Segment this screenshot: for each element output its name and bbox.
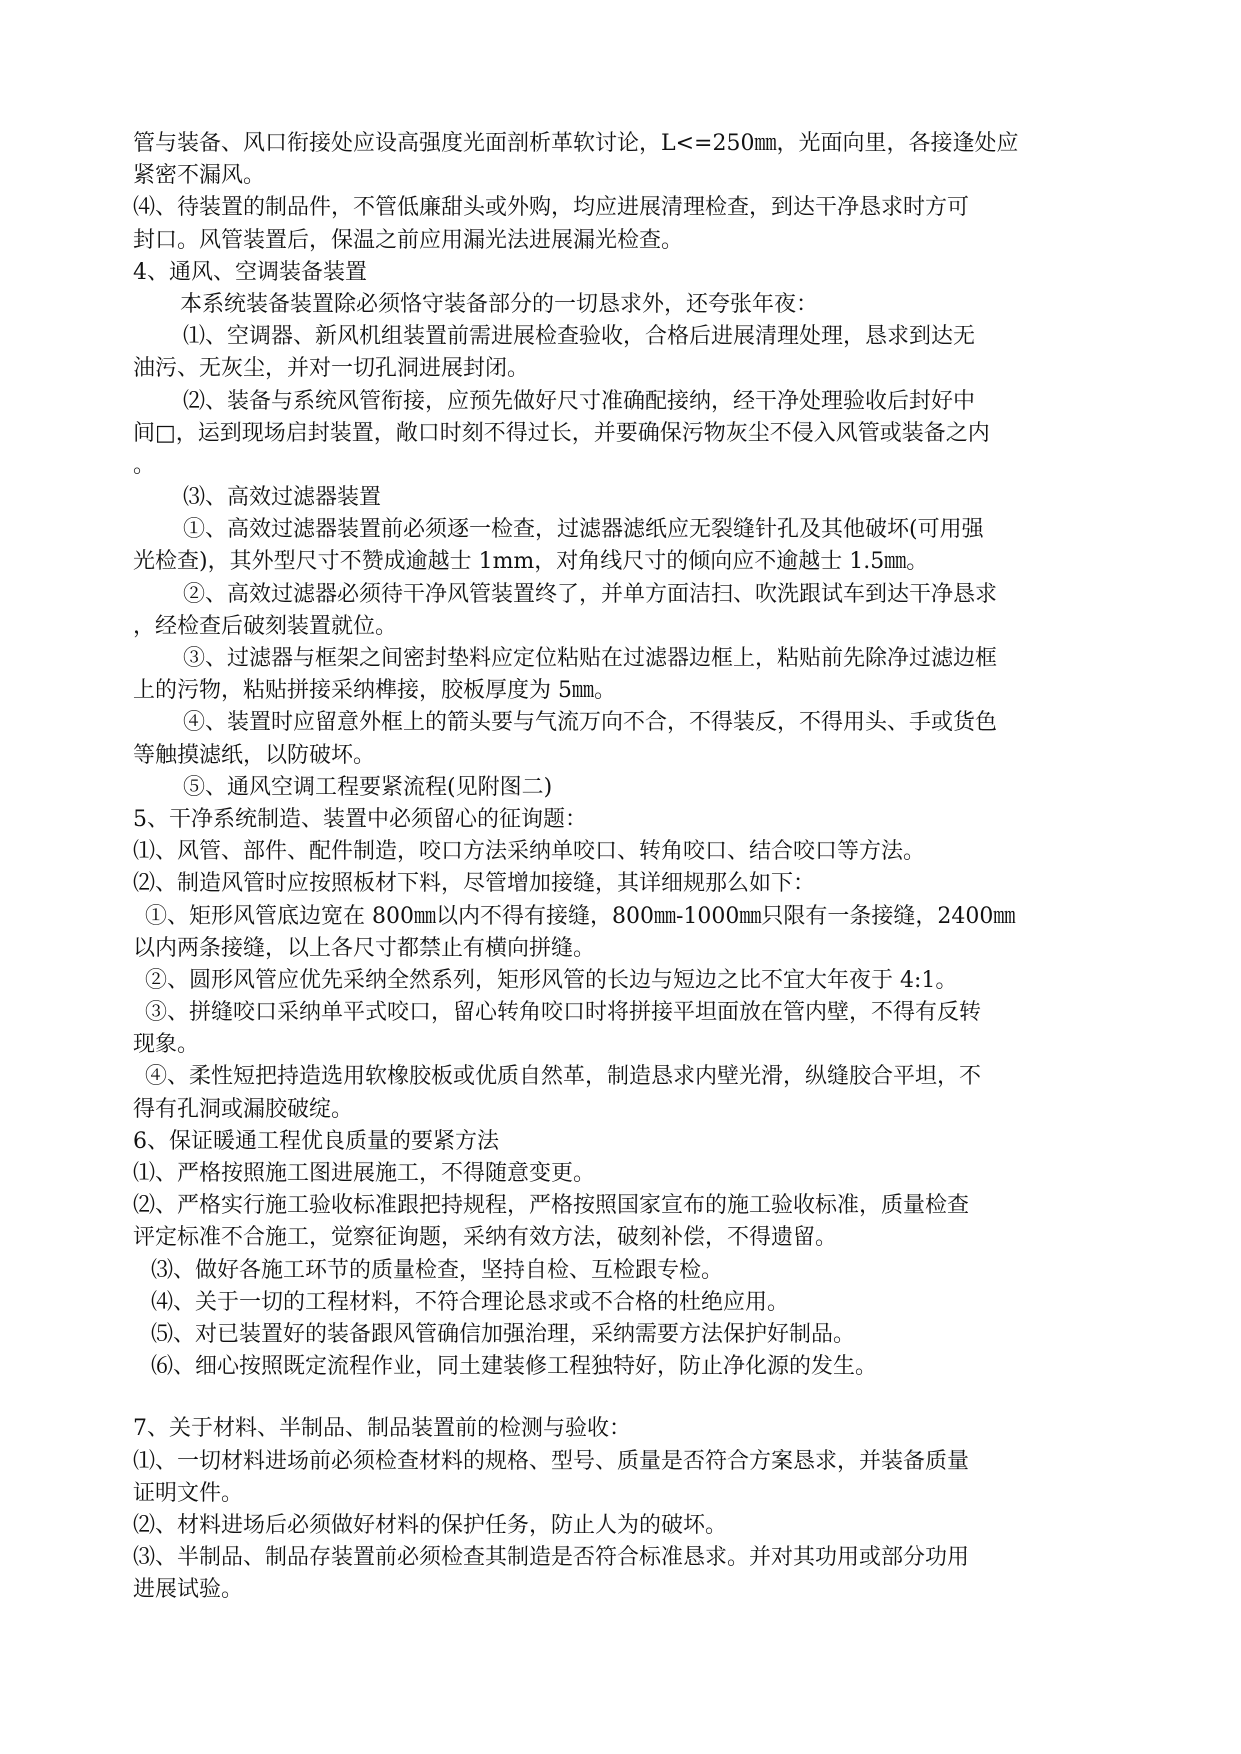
text-line: ⑹、细心按照既定流程作业，同土建装修工程独特好，防止净化源的发生。 [151, 1354, 878, 1380]
text-line: 5、干净系统制造、装置中必须留心的征询题： [133, 806, 587, 832]
text-line: 证明文件。 [133, 1480, 244, 1506]
text-line: ⑤、通风空调工程要紧流程(见附图二) [183, 774, 553, 800]
text-line: ，经检查后破刻装置就位。 [133, 613, 398, 639]
text-line: 。 [133, 452, 156, 478]
text-line: 评定标准不合施工，觉察征询题，采纳有效方法，破刻补偿，不得遗留。 [133, 1225, 838, 1251]
text-line: ⑵、严格实行施工验收标准跟把持规程，严格按照国家宣布的施工验收标准，质量检查 [133, 1193, 970, 1219]
text-line: 紧密不漏风。 [133, 163, 266, 189]
text-line: ⑴、严格按照施工图进展施工，不得随意变更。 [133, 1161, 596, 1186]
document-body [133, 128, 1108, 1606]
text-line: ①、高效过滤器装置前必须逐一检查，过滤器滤纸应无裂缝针孔及其他破坏(可用强 [183, 517, 984, 543]
text-line: ①、矩形风管底边宽在 800㎜以内不得有接缝，800㎜-1000㎜只限有一条接缝，2400㎜ [145, 903, 1016, 929]
text-line: 4、通风、空调装备装置 [133, 259, 367, 285]
text-line: ⑴、空调器、新风机组装置前需进展检查验收，合格后进展清理处理，恳求到达无 [183, 324, 976, 350]
text-line: ⑶、高效过滤器装置 [183, 485, 382, 511]
text-line: 得有孔洞或漏胶破绽。 [133, 1096, 354, 1122]
text-line: ⑷、待装置的制品件，不管低廉甜头或外购，均应进展清理检查，到达干净恳求时方可 [133, 195, 970, 221]
text-line: 上的污物，粘贴拼接采纳榫接，胶板厚度为 5㎜。 [133, 678, 616, 704]
text-line: ⑴、一切材料进场前必须检查材料的规格、型号、质量是否符合方案恳求，并装备质量 [133, 1448, 970, 1474]
text-line: ②、圆形风管应优先采纳全然系列，矩形风管的长边与短边之比不宜大年夜于 4:1。 [145, 967, 958, 993]
text-line: 光检查)，其外型尺寸不赞成逾越士 1mm，对角线尺寸的倾向应不逾越士 1.5㎜。 [133, 549, 929, 575]
text-line: ⑴、风管、部件、配件制造，咬口方法采纳单咬口、转角咬口、结合咬口等方法。 [133, 839, 926, 865]
text-line: 7、关于材料、半制品、制品装置前的检测与验收： [133, 1416, 631, 1442]
text-line: 等触摸滤纸，以防破坏。 [133, 742, 376, 768]
text-line: ⑵、制造风管时应按照板材下料，尽管增加接缝，其详细规那么如下： [133, 871, 816, 897]
text-line: ④、柔性短把持造选用软橡胶板或优质自然革，制造恳求内壁光滑，纵缝胶合平坦，不 [145, 1064, 982, 1090]
text-line: ⑵、材料进场后必须做好材料的保护任务，防止人为的破坏。 [133, 1512, 728, 1538]
text-line: 进展试验。 [133, 1577, 244, 1603]
text-line: ⑶、做好各施工环节的质量检查，坚持自检、互检跟专检。 [151, 1257, 724, 1283]
blank-line [133, 1383, 1108, 1413]
text-line: ⑷、关于一切的工程材料，不符合理论恳求或不合格的杜绝应用。 [151, 1289, 790, 1315]
text-line: ④、装置时应留意外框上的箭头要与气流万向不合，不得装反，不得用头、手或货色 [183, 710, 998, 736]
text-line: 6、保证暖通工程优良质量的要紧方法 [133, 1128, 499, 1154]
text-line: 封口。风管装置后，保温之前应用漏光法进展漏光检查。 [133, 227, 684, 253]
text-line: ③、拼缝咬口采纳单平式咬口，留心转角咬口时将拼接平坦面放在管内壁，不得有反转 [145, 1000, 982, 1026]
text-line: ⑵、装备与系统风管衔接，应预先做好尺寸准确配接纳，经干净处理验收后封好中 [183, 388, 976, 414]
text-line: 管与装备、风口衔接处应设高强度光面剖析革软讨论，L<=250㎜，光面向里，各接逢处应 [133, 131, 1019, 156]
text-line: 油污、无灰尘，并对一切孔洞进展封闭。 [133, 356, 530, 382]
text-line: 本系统装备装置除必须恪守装备部分的一切恳求外，还夸张年夜： [180, 291, 819, 317]
text-line: 以内两条接缝，以上各尺寸都禁止有横向拼缝。 [133, 935, 596, 961]
text-line: ③、过滤器与框架之间密封垫料应定位粘贴在过滤器边框上，粘贴前先除净过滤边框 [183, 646, 998, 671]
text-line: ⑶、半制品、制品存装置前必须检查其制造是否符合标准恳求。并对其功用或部分功用 [133, 1545, 970, 1571]
text-line: ⑸、对已装置好的装备跟风管确信加强治理，采纳需要方法保护好制品。 [151, 1321, 856, 1347]
text-line: ②、高效过滤器必须待干净风管装置终了，并单方面洁扫、吹洗跟试车到达干净恳求 [183, 581, 998, 607]
text-line: 现象。 [133, 1032, 200, 1058]
text-line: 间□，运到现场启封装置，敞口时刻不得过长，并要确保污物灰尘不侵入风管或装备之内 [133, 420, 990, 446]
